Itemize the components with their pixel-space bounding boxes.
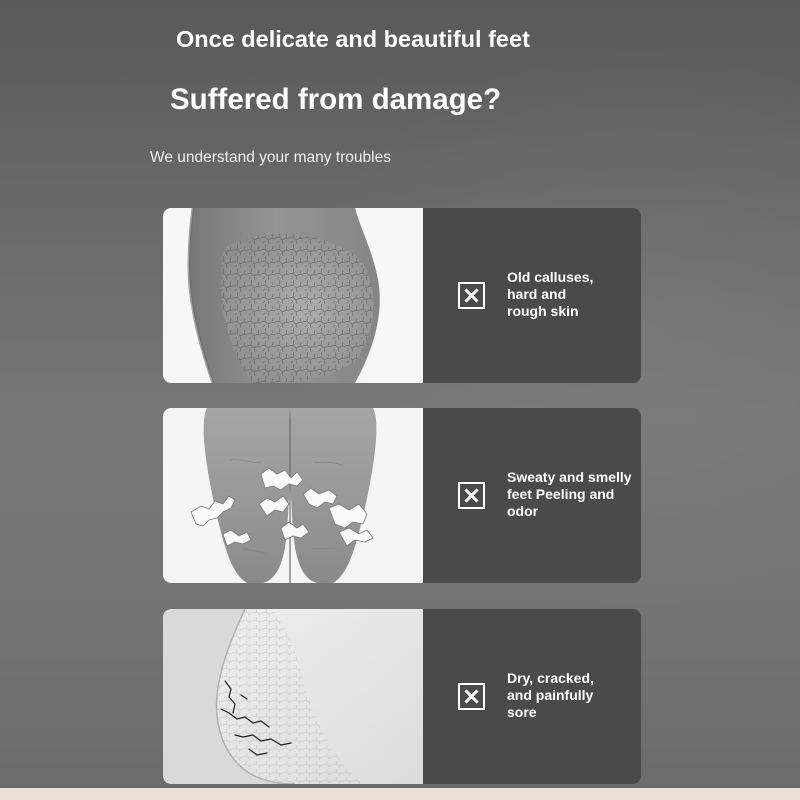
problem-text-line: Dry, cracked, (507, 670, 594, 686)
problem-photo (163, 609, 423, 784)
bottom-strip (0, 788, 800, 800)
problem-photo (163, 208, 423, 383)
problem-card-calluses (163, 208, 641, 383)
problem-card-peeling (163, 408, 641, 583)
problem-description (507, 670, 594, 721)
problem-text-line: feet Peeling and (507, 486, 615, 502)
problem-info-panel (423, 609, 641, 784)
problem-text-line: sore (507, 704, 537, 720)
problem-text-line: odor (507, 503, 539, 519)
x-box-icon (458, 683, 485, 710)
headline-line-2: Suffered from damage? (170, 83, 502, 116)
problem-text-line: hard and (507, 286, 567, 302)
problem-description (507, 269, 593, 320)
problem-description (507, 469, 632, 520)
x-box-icon (458, 482, 485, 509)
cracked-dry-heel-photo (163, 609, 423, 784)
subtitle: We understand your many troubles (150, 149, 391, 166)
peeling-soles-photo (163, 408, 423, 583)
headline-line-1: Once delicate and beautiful feet (176, 26, 530, 52)
problem-text-line: and painfully (507, 687, 594, 703)
problem-card-cracked (163, 609, 641, 784)
problem-text-line: rough skin (507, 303, 579, 319)
problem-text-line: Old calluses, (507, 269, 594, 285)
problem-info-panel (423, 408, 641, 583)
problem-text-line: Sweaty and smelly (507, 469, 632, 485)
cracked-heel-photo (163, 208, 423, 383)
x-box-icon (458, 282, 485, 309)
problem-info-panel (423, 208, 641, 383)
problem-photo (163, 408, 423, 583)
